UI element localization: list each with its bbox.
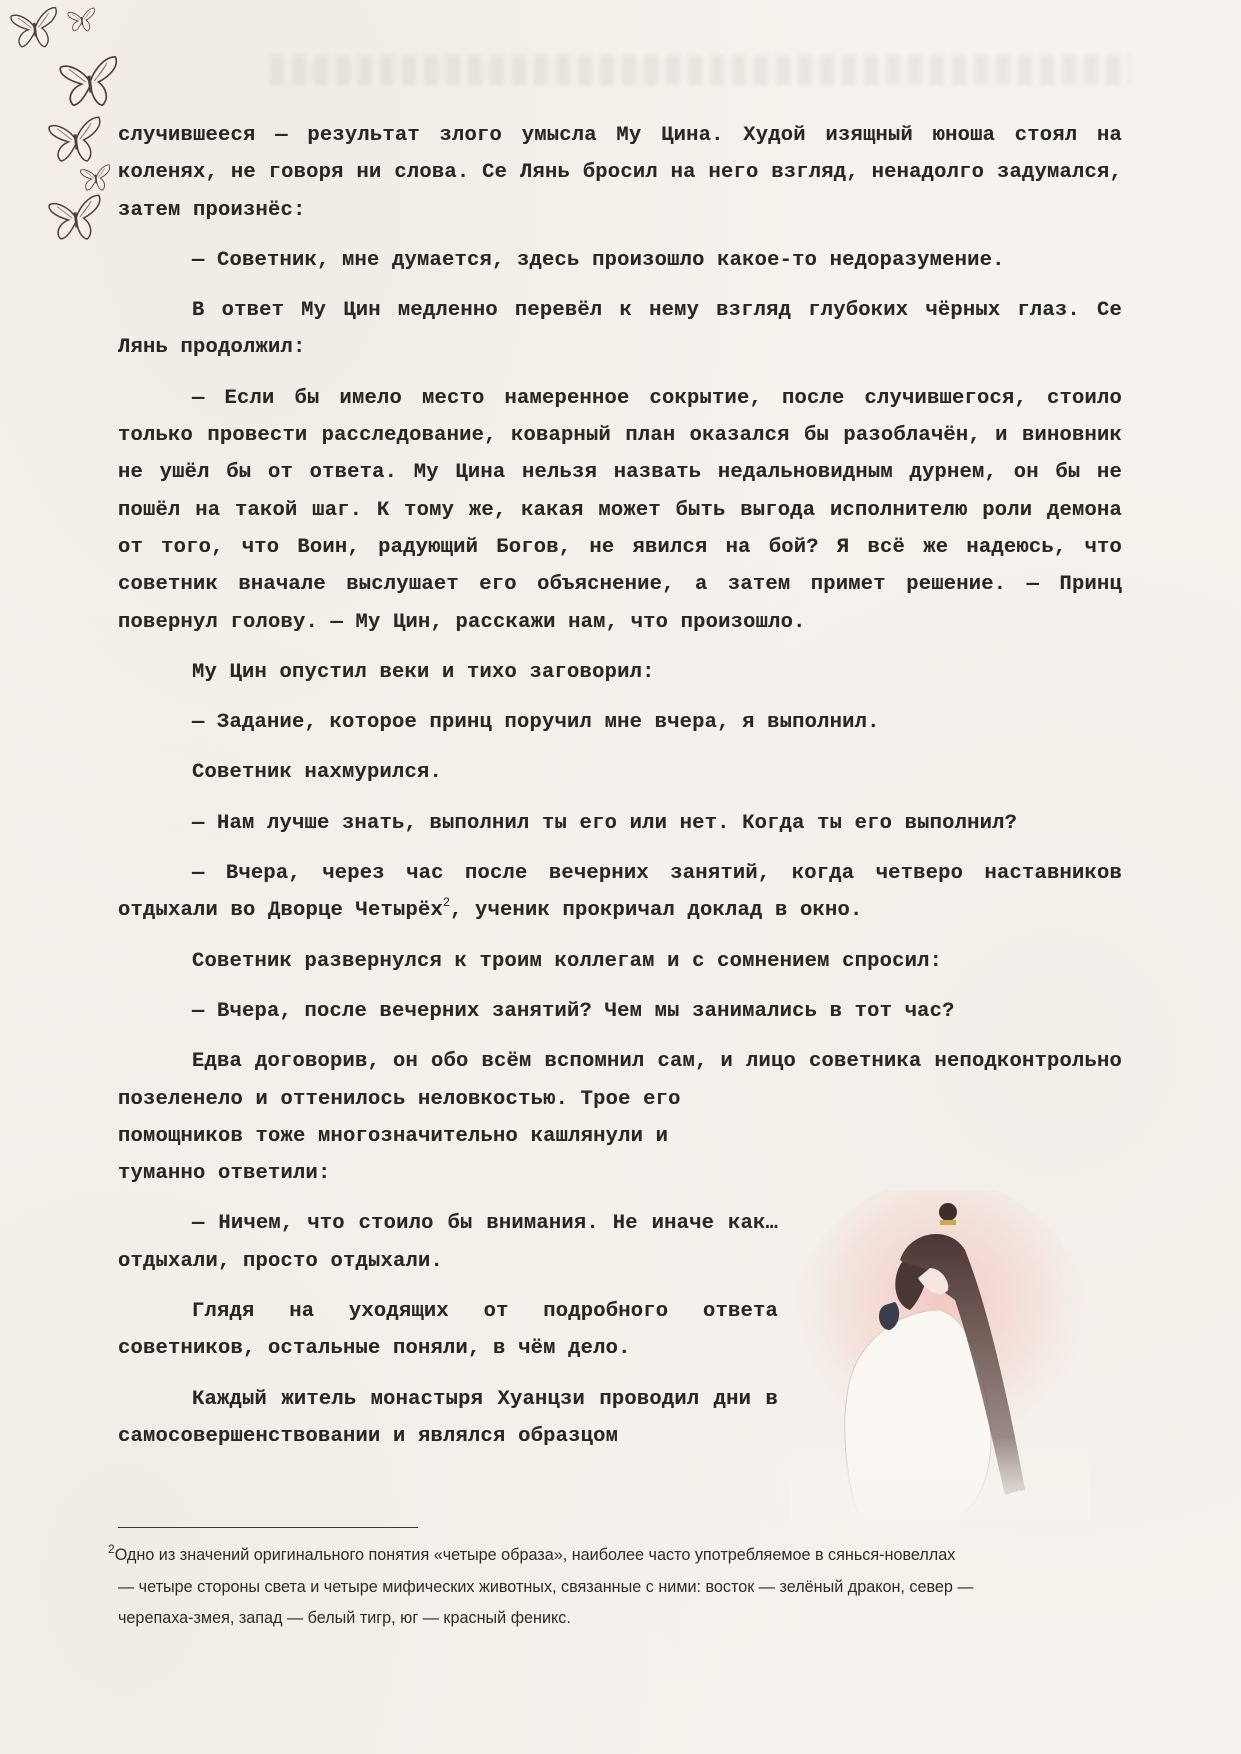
paragraph: Каждый житель монастыря Хуанцзи проводил дни в самосовершенствовании и являлся образцом [118,1387,778,1448]
footnote-number: 2 [108,1542,115,1556]
paragraph: Глядя на уходящих от подробного ответа советников, остальные поняли, в чём дело. [118,1300,778,1361]
paragraph-text: , ученик прокричал доклад в окно. [449,899,863,923]
butterfly-icon [11,8,56,47]
butterfly-icon [80,165,109,190]
paragraph [118,855,1122,930]
footnote [108,1540,1128,1635]
paragraph: Советник развернулся к троим коллегам и с сомнением спросил: [192,949,943,973]
butterfly-icon [49,195,100,239]
paragraph-text: — Вчера, через час после вечерних занятий, когда четверо наставников отдыхали во Дворце Четырёх [118,862,1122,923]
footnote-reference[interactable]: 2 [443,895,450,910]
butterfly-icon [60,57,116,105]
paragraph: Му Цин опустил веки и тихо заговорил: [192,660,655,684]
paragraph: Советник нахмурился. [192,761,443,785]
footnote-text: Одно из значений оригинального понятия «четыре образа», наиболее часто употребляемое в сянься-новеллах [114,1546,956,1564]
faded-background-text [270,55,1130,85]
paragraph: — Задание, которое принц поручил мне вчера, я выполнил. [192,711,880,735]
footnote-line [108,1540,1128,1572]
paragraph: случившееся — результат злого умысла Му Цина. Худой изящный юноша стоял на коленях, не говоря ни слова. Се Лянь бросил на него взгляд, ненадолго задумался, затем произнёс: [118,124,1122,222]
paragraph: — Советник, мне думается, здесь произошло какое-то недоразумение. [192,248,1005,272]
paragraph: — Нам лучше знать, выполнил ты его или нет. Когда ты его выполнил? [192,811,1018,835]
anime-illustration [790,1190,1090,1520]
paragraph: — Если бы имело место намеренное сокрытие, после случившегося, стоило только провести расследование, коварный план оказался бы разоблачён, и виновник не ушёл бы от ответа. Му Цина нельзя назвать недальновидным дурнем, он бы не пошёл на такой шаг. К тому же, какая может быть выгода исполнителю роли демона от того, что Воин, радующий Богов, не явился на бой? Я всё же надеюсь, что советник вначале выслушает его объяснение, а затем примет решение. — Принц повернул голову. — Му Цин, расскажи нам, что произошло. [118,386,1122,634]
paragraph: — Ничем, что стоило бы внимания. Не иначе как… отдыхали, просто отдыхали. [118,1212,778,1273]
paragraph-text: туманно ответили: [118,1162,331,1186]
paragraph: — Вчера, после вечерних занятий? Чем мы занимались в тот час? [192,999,955,1023]
footnote-line: — четыре стороны света и четыре мифических животных, связанные с ними: восток — зелёный дракон, север — [118,1577,974,1596]
butterfly-icon [68,8,95,31]
footnote-line: черепаха-змея, запад — белый тигр, юг — красный феникс. [118,1609,571,1627]
paragraph: В ответ Му Цин медленно перевёл к нему взгляд глубоких чёрных глаз. Се Лянь продолжил: [118,299,1122,360]
paragraph [118,1043,1122,1192]
footnote-divider [118,1527,418,1528]
butterfly-icon [49,117,100,161]
paragraph-text: Едва договорив, он обо всём вспомнил сам, и лицо советника неподконтрольно позеленело и оттенилось неловкостью. Трое его [118,1050,1122,1111]
paragraph-text: помощников тоже многозначительно кашлянули и [118,1124,669,1148]
